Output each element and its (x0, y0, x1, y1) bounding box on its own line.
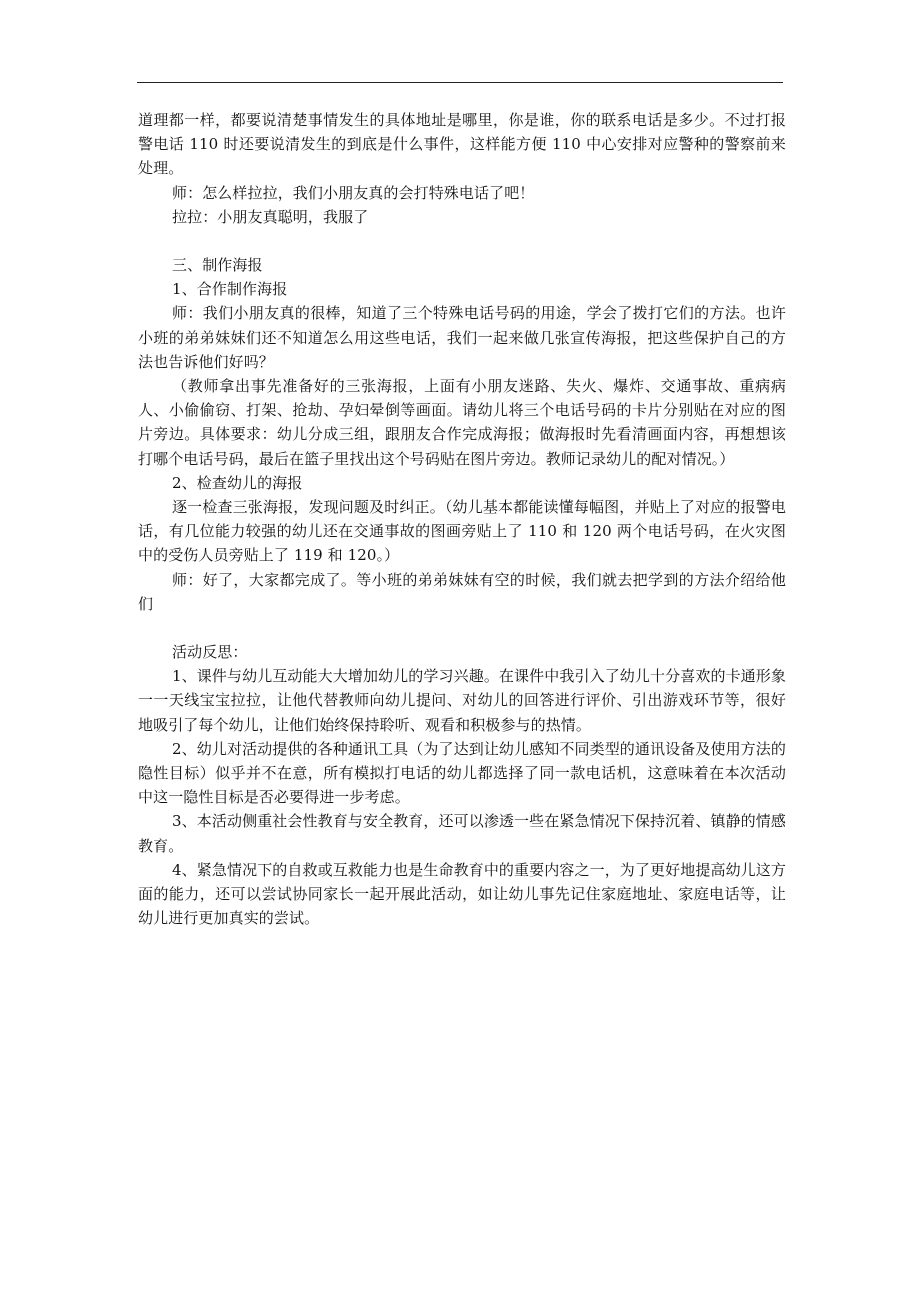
spacer (138, 616, 786, 640)
reflection-item: 4、紧急情况下的自救或互救能力也是生命教育中的重要内容之一，为了更好地提高幼儿这方面的能力，还可以尝试协同家长一起开展此活动，如让幼儿事先记住家庭地址、家庭电话等，让幼儿进行更加真实的尝试。 (138, 860, 786, 928)
reflection-item: 2、幼儿对活动提供的各种通讯工具（为了达到让幼儿感知不同类型的通讯设备及使用方法的隐性目标）似乎并不在意，所有模拟打电话的幼儿都选择了同一款电话机，这意味着在本次活动中这一隐性目标是否必要得进一步考虑。 (138, 739, 786, 807)
reflection-heading: 活动反思： (172, 643, 248, 662)
header-rule (137, 82, 783, 83)
paragraph-lala-line: 拉拉：小朋友真聪明，我服了 (172, 207, 369, 226)
paragraph-teacher-closing: 师：好了，大家都完成了。等小班的弟弟妹妹有空的时候，我们就去把学到的方法介绍给他们 (138, 570, 786, 613)
paragraph-instructions: （教师拿出事先准备好的三张海报，上面有小朋友迷路、失火、爆炸、交通事故、重病病人、小偷偷窃、打架、抢劫、孕妇晕倒等画面。请幼儿将三个电话号码的卡片分别贴在对应的图片旁边。具体要求：幼儿分成三组，跟朋友合作完成海报；做海报时先看清画面内容，再想想该打哪个电话号码，最后在篮子里找出这个号码贴在图片旁边。教师记录幼儿的配对情况。） (138, 377, 786, 468)
subsection-heading: 1、合作制作海报 (172, 280, 288, 299)
paragraph-teacher-intro: 师：我们小朋友真的很棒，知道了三个特殊电话号码的用途，学会了拨打它们的方法。也许小班的弟弟妹妹们还不知道怎么用这些电话，我们一起来做几张宣传海报，把这些保护自己的方法也告诉他们好吗？ (138, 304, 786, 371)
section-heading: 三、制作海报 (172, 256, 263, 275)
reflection-item: 3、本活动侧重社会性教育与安全教育，还可以渗透一些在紧急情况下保持沉着、镇静的情感教育。 (138, 812, 786, 855)
document-body (138, 108, 786, 931)
paragraph-teacher-line: 师：怎么样拉拉，我们小朋友真的会打特殊电话了吧！ (172, 183, 535, 202)
spacer (138, 229, 786, 253)
subsection-heading: 2、检查幼儿的海报 (172, 473, 303, 492)
paragraph-check: 逐一检查三张海报，发现问题及时纠正。（幼儿基本都能读懂每幅图，并贴上了对应的报警电话，有几位能力较强的幼儿还在交通事故的图画旁贴上了 110 和 120 两个电话号码，在火灾图中的受伤人员旁贴上了 119 和 120。） (138, 498, 786, 565)
reflection-item: 1、课件与幼儿互动能大大增加幼儿的学习兴趣。在课件中我引入了幼儿十分喜欢的卡通形象一一天线宝宝拉拉，让他代替教师向幼儿提问、对幼儿的回答进行评价、引出游戏环节等，很好地吸引了每个幼儿，让他们始终保持聆听、观看和积极参与的热情。 (138, 667, 786, 734)
paragraph-continuation: 道理都一样，都要说清楚事情发生的具体地址是哪里，你是谁，你的联系电话是多少。不过打报警电话 110 时还要说清发生的到底是什么事件，这样能方便 110 中心安排对应警种的警察前来处理。 (138, 111, 786, 178)
